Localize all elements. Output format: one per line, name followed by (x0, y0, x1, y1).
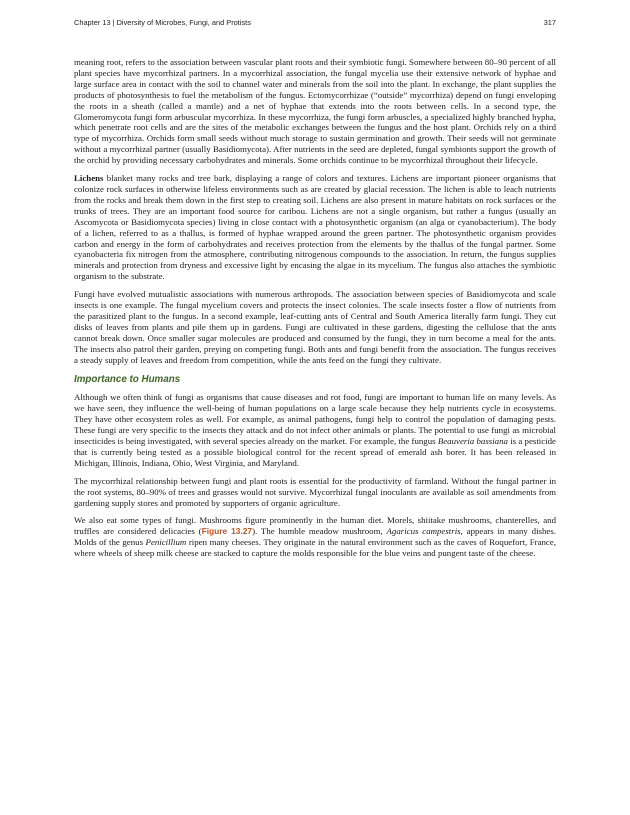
paragraph-lichens (74, 173, 556, 282)
text-segment: is a pesticide that is currently being tested as a possible biological control for the recent spread of emerald ash borer. It has been released in Michigan, Illinois, Indiana, Ohio, West Virginia, and Maryland. (74, 436, 556, 468)
section-heading: Importance to Humans (74, 374, 181, 386)
genus-name: Penicillium (145, 537, 187, 548)
paragraph-arthropods: Fungi have evolved mutualistic associations with numerous arthropods. The association between species of Basidiomycota and scale insects is one example. The fungal mycelium covers and protects the insect colonies. The scale insects foster a flow of nutrients from the parasitized plant to the fungus. In a second example, leaf-cutting ants of Central and South America literally farm fungi. They cut disks of leaves from plants and pile them up in gardens. Fungi are cultivated in these gardens, digesting the cellulose that the ants cannot break down. Once smaller sugar molecules are produced and consumed by the fungi, they in turn become a meal for the ants. The insects also patrol their garden, preying on competing fungi. Both ants and fungi benefit from the association. The fungus receives a steady supply of leaves and freedom from competition, while the ants feed on the fungi they cultivate. (74, 289, 556, 365)
term-lichens: Lichens (74, 173, 104, 184)
text-segment: ). The humble meadow mushroom, (252, 526, 387, 537)
paragraph-lichens-text: blanket many rocks and tree bark, displaying a range of colors and textures. Lichens are important pioneer organisms that colonize rock surfaces in otherwise lifeless environments such as are created by glacial recession. The lichen is able to leach nutrients from the rocks and break them down in the first step to creating soil. Lichens are also present in mature habitats on rock surfaces or the trunks of trees. They are an important food source for caribou. Lichens are not a single organism, but rather a fungus (usually an Ascomycota or Basidiomycota species) living in close contact with a photosynthetic organism (an alga or cyanobacterium). The body of a lichen, referred to as a thallus, is formed of hyphae wrapped around the green partner. The photosynthetic organism provides carbon and energy in the form of carbohydrates and receives protection from the elements by the thallus of the fungal partner. Some cyanobacteria fix nitrogen from the atmosphere, contributing nitrogenous compounds to the association. In return, the fungus supplies minerals and protection from dryness and excessive light by encasing the algae in its mycelium. The fungus also attaches the symbiotic organism to the substrate. (74, 173, 556, 282)
figure-link[interactable]: Figure 13.27 (201, 526, 253, 537)
text-segment: , appears in many dishes. Molds of the genus (74, 526, 556, 548)
text-segment: ripen many cheeses. They originate in the natural environment such as the caves of Roquefort, France, where wheels of sheep milk cheese are stacked to capture the molds responsible for the blue veins and pungent taste of the cheese. (74, 537, 556, 559)
paragraph-farmland: The mycorrhizal relationship between fungi and plant roots is essential for the productivity of farmland. Without the fungal partner in the root systems, 80–90% of trees and grasses would not survive. Mycorrhizal fungal inoculants are available as soil amendments from gardening supply stores and promoted by supporters of organic agriculture. (74, 475, 556, 508)
paragraph-importance (74, 392, 556, 468)
paragraph-mycorrhiza: meaning root, refers to the association between vascular plant roots and their symbiotic fungi. Somewhere between 80–90 percent of all plant species have mycorrhizal partners. In a mycorrhizal association, the fungal mycelia use their extensive network of hyphae and large surface area in contact with the soil to channel water and minerals from the soil into the plant. In exchange, the plant supplies the products of photosynthesis to fuel the metabolism of the fungus. Ectomycorrhizae (“outside” mycorrhiza) depend on fungi enveloping the roots in a sheath (called a mantle) and a net of hyphae that extends into the roots between cells. In a second type, the Glomeromycota fungi form arbuscular mycorrhiza. In these mycorrhiza, the fungi form arbuscles, a specialized highly branched hypha, which penetrate root cells and are the sites of the metabolic exchanges between the fungus and the host plant. Orchids rely on a third type of mycorrhiza. Orchids form small seeds without much storage to sustain germination and growth. Their seeds will not germinate without a mycorrhizal partner (usually Basidiomycota). After nutrients in the seed are depleted, fungal symbionts support the growth of the orchid by providing necessary carbohydrates and minerals. Some orchids continue to be mycorrhizal throughout their lifecycle. (74, 57, 556, 166)
text-segment: Although we often think of fungi as organisms that cause diseases and rot food, fungi are important to human life on many levels. As we have seen, they influence the well-being of human populations on a large scale because they help nutrients cycle in ecosystems. They have other ecosystem roles as well. For example, as animal pathogens, fungi help to control the population of damaging pests. These fungi are very specific to the insects they attack and do not infect other animals or plants. The potential to use fungi as microbial insecticides is being investigated, with several species already on the market. For example, the fungus (74, 392, 556, 446)
page-body (74, 57, 556, 566)
page-number: 317 (543, 18, 556, 27)
chapter-title: Chapter 13 | Diversity of Microbes, Fungi, and Protists (74, 18, 251, 27)
text-segment: We also eat some types of fungi. Mushrooms figure prominently in the human diet. Morels, shiitake mushrooms, chanterelles, and truffles are considered delicacies ( (74, 515, 556, 537)
species-name: Beauveria bassiana (437, 436, 508, 446)
species-name: Agaricus campestris (386, 526, 461, 537)
paragraph-food (74, 515, 556, 559)
